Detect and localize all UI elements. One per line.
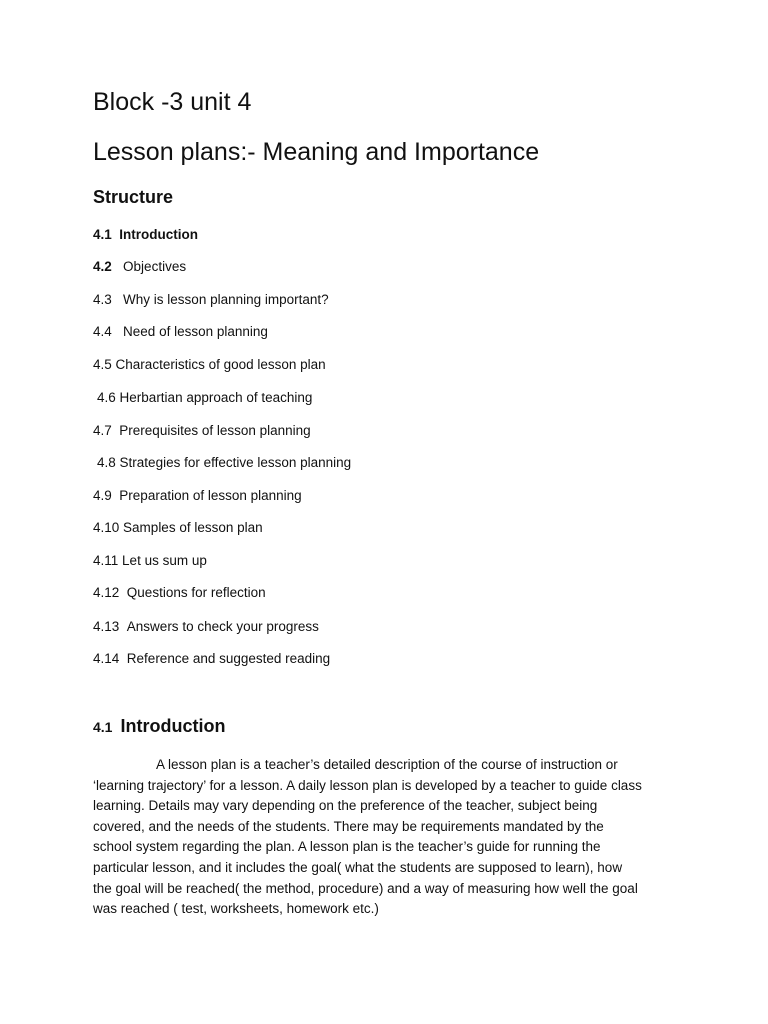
toc-item-label: Reference and suggested reading	[126, 651, 331, 666]
toc-item	[93, 292, 329, 307]
document-title-block: Block -3 unit 4	[93, 88, 252, 116]
toc-item	[93, 651, 330, 666]
toc-item-number: 4.14	[93, 651, 120, 666]
toc-item-label: Objectives	[123, 259, 187, 274]
toc-item	[93, 324, 268, 339]
toc-item	[93, 619, 319, 634]
paragraph-line: covered, and the needs of the students. There may be requirements mandated by the	[93, 818, 604, 834]
toc-item	[93, 488, 302, 503]
toc-item-label: Samples of lesson plan	[123, 520, 263, 535]
toc-item-number: 4.10	[93, 520, 120, 535]
toc-item	[93, 553, 207, 568]
toc-item-label: Herbartian approach of teaching	[119, 390, 313, 405]
structure-heading: Structure	[93, 187, 174, 207]
paragraph-line: was reached ( test, worksheets, homework etc.)	[93, 901, 379, 917]
paragraph-line: learning. Details may vary depending on the preference of the teacher, subject being	[93, 798, 598, 814]
toc-item-label: Questions for reflection	[126, 585, 266, 600]
paragraph-line: school system regarding the plan. A lesson plan is the teacher’s guide for running the	[93, 839, 601, 855]
toc-item-label: Characteristics of good lesson plan	[115, 357, 326, 372]
toc-item-label: Strategies for effective lesson planning	[119, 455, 352, 470]
toc-item-number: 4.5	[93, 357, 112, 372]
toc-item-number: 4.4	[93, 324, 112, 339]
toc-item-number: 4.8	[97, 455, 116, 470]
toc-item-number: 4.9	[93, 488, 112, 503]
toc-item-label: Prerequisites of lesson planning	[119, 423, 311, 438]
toc-item-number: 4.2	[93, 259, 112, 274]
toc-item-number: 4.1	[93, 227, 112, 242]
toc-item-number: 4.7	[93, 423, 112, 438]
section-heading-introduction	[93, 716, 225, 737]
toc-item	[93, 259, 186, 274]
toc-item-number: 4.6	[97, 390, 116, 405]
section-number: 4.1	[93, 719, 113, 735]
paragraph-line: particular lesson, and it includes the goal( what the students are supposed to learn), how	[93, 859, 623, 875]
toc-item	[97, 455, 351, 470]
toc-item	[93, 585, 266, 600]
paragraph-line: ‘learning trajectory’ for a lesson. A daily lesson plan is developed by a teacher to guide class	[93, 777, 642, 793]
toc-item-label: Introduction	[119, 227, 199, 242]
toc-item-label: Why is lesson planning important?	[123, 292, 329, 307]
toc-item-number: 4.11	[93, 553, 119, 568]
toc-item	[97, 390, 312, 405]
toc-item-label: Need of lesson planning	[123, 324, 268, 339]
toc-item	[93, 227, 198, 242]
paragraph-line: the goal will be reached( the method, procedure) and a way of measuring how well the goal	[93, 880, 638, 896]
toc-item	[93, 520, 263, 535]
toc-item-label: Preparation of lesson planning	[119, 488, 302, 503]
toc-item-label: Let us sum up	[122, 553, 207, 568]
toc-item	[93, 423, 311, 438]
toc-item-number: 4.12	[93, 585, 120, 600]
toc-item-label: Answers to check your progress	[126, 619, 319, 634]
document-title-topic: Lesson plans:- Meaning and Importance	[93, 138, 540, 166]
introduction-paragraph	[93, 755, 678, 920]
toc-item-number: 4.13	[93, 619, 120, 634]
toc-item-number: 4.3	[93, 292, 112, 307]
toc-item	[93, 357, 326, 372]
section-title: Introduction	[120, 716, 226, 736]
paragraph-line: A lesson plan is a teacher’s detailed description of the course of instruction or	[156, 757, 618, 772]
